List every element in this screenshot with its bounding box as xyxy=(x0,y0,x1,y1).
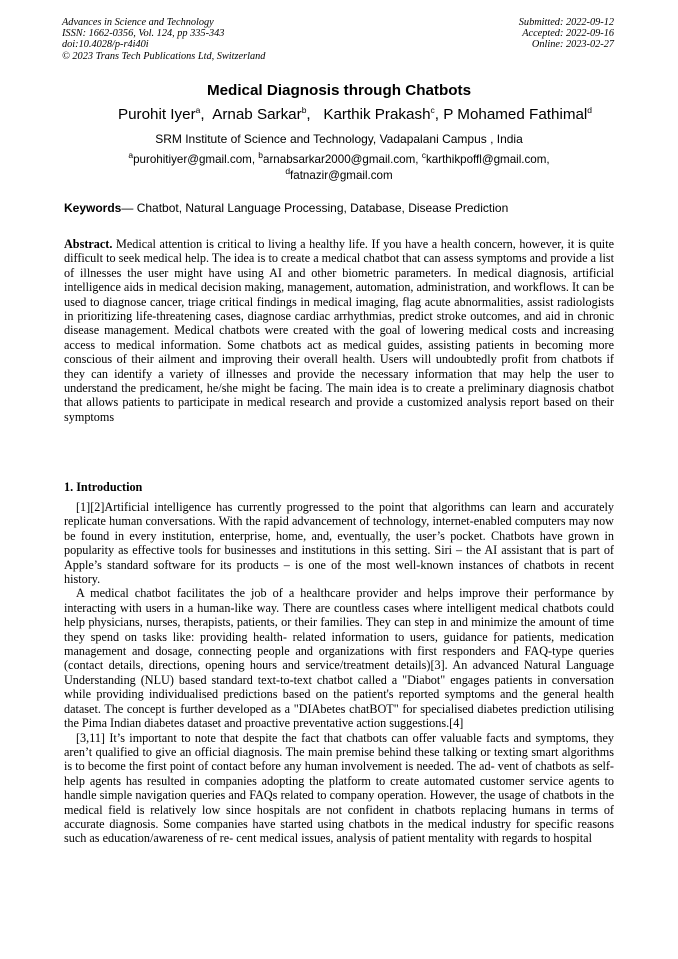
keywords-text: — Chatbot, Natural Language Processing, Database, Disease Prediction xyxy=(121,201,509,215)
email-address[interactable]: purohitiyer@gmail.com xyxy=(133,153,252,166)
author-name: P Mohamed Fathimal xyxy=(443,106,588,123)
keywords-label: Keywords xyxy=(64,201,122,215)
email-marker: c xyxy=(421,150,426,161)
doi-line: doi:10.4028/p-r4i40i xyxy=(62,39,149,51)
keywords-line xyxy=(64,201,624,215)
introduction-paragraph: [3,11] It’s important to note that despite the fact that chatbots can offer valuable facts and symptoms, they aren’t qualified to give an official diagnosis. The main premise behind these talking or texting smart algorithms is to become the first point of contact before any human involvement is needed. The ad- vent of chatbots as self-help agents has resulted in companies adopting the platform to create automated customer service agents to handle simple navigation queries and FAQs related to company operation. However, the usage of chatbots in the medical field is relatively low since hospitals are not confident in chatbots replacing humans in terms of accurate diagnosis. Some companies have started using chatbots in the medical industry for specific reasons such as education/awareness of re- cent medical issues, analysis of patient mentality with regards to hospital xyxy=(64,730,614,846)
email-marker: d xyxy=(285,165,291,176)
email-address[interactable]: karthikpoffl@gmail.com xyxy=(425,153,547,166)
email-address[interactable]: arnabsarkar2000@gmail.com xyxy=(263,153,416,166)
abstract xyxy=(64,237,614,424)
author-affil-marker: d xyxy=(587,104,593,115)
issn-line: ISSN: 1662-0356, Vol. 124, pp 335-343 xyxy=(62,28,225,40)
author-name: Karthik Prakash xyxy=(323,106,431,123)
paper-title: Medical Diagnosis through Chatbots xyxy=(206,82,472,99)
copyright-line: © 2023 Trans Tech Publications Ltd, Switzerland xyxy=(62,50,266,62)
email-marker: b xyxy=(258,150,263,161)
email-marker: a xyxy=(128,150,134,161)
author-affil-marker: b xyxy=(301,104,307,115)
journal-name: Advances in Science and Technology xyxy=(62,17,214,28)
author-affil-marker: a xyxy=(195,104,201,115)
section-heading-introduction: 1. Introduction xyxy=(64,480,143,494)
publication-info xyxy=(62,17,265,62)
introduction-paragraph: [1][2]Artificial intelligence has currently progressed to the point that algorithms can learn and accurately replicate human conversations. With the rapid advancement of technology, internet-enabled computers may now be found in every institution, enterprise, home, and, eventually, the user’s pocket. Chatbots have grown in popularity as effective tools for businesses and institutions in this setting. Siri – the AI assistant that is part of Apple’s standard software for its products – is one of the most well-known instances of chatbots in recent history. xyxy=(64,500,614,587)
introduction-body xyxy=(64,500,614,846)
accepted-date: Accepted: 2022-09-16 xyxy=(522,28,614,40)
author-name: Purohit Iyer xyxy=(117,106,196,123)
author-list: Purohit Iyer$^a$, Arnab Sarkar$^b$, Karthik Prakash$^c$, P Mohamed Fathimal$^d$ xyxy=(117,104,593,123)
submitted-date: Submitted: 2022-09-12 xyxy=(518,17,614,28)
online-date: Online: 2023-02-27 xyxy=(531,39,614,51)
abstract-label: Abstract. xyxy=(64,237,113,251)
author-name: Arnab Sarkar xyxy=(212,106,302,123)
submission-dates xyxy=(519,17,614,51)
email-address[interactable]: fatnazir@gmail.com xyxy=(290,168,393,182)
author-affil-marker: c xyxy=(430,104,435,115)
affiliation: SRM Institute of Science and Technology, Vadapalani Campus , India xyxy=(155,132,523,146)
introduction-paragraph: A medical chatbot facilitates the job of a healthcare provider and helps improve their performance by interacting with users in a human-like way. There are countless cases where intelligent medical chatbots could help physicians, nurses, therapists, patients, or their families. They can step in and minimize the amount of time they spend on tasks like: providing health- related information to users, guidance for patients, medication management and dosage, connecting people and organizations with first responders and FAQ-type queries (contact details, directions, opening hours and service/treatment details)[3]. An advanced Natural Language Understanding (NLU) based standard text-to-text chatbot called a "Diabot" engages patients in conversation while providing individualised predictions based on the patient's reported symptoms and the general health dataset. The concept is further developed as a "DIAbetes chatBOT" for specialised diabetes prediction utilising the Pima Indian diabetes dataset and proactive preventative action suggestions.[4] xyxy=(64,586,614,731)
abstract-text: Medical attention is critical to living a healthy life. If you have a health concern, however, it is quite difficult to seek medical help. The idea is to create a medical chatbot that can assess symptoms and provide a list of illnesses the user might have using AI and other biometric parameters. In medical diagnosis, artificial intelligence aids in medical decision making, management, automation, administration, and workflows. It can be used to diagnose cancer, triage critical findings in medical imaging, flag acute abnormalities, assist radiologists in prioritizing life-threatening cases, diagnose cardiac arrhythmias, predict stroke outcomes, and aid in chronic disease management. Medical chatbots were created with the goal of lowering medical costs and increasing access to medical information. Some chatbots act as medical guides, assisting patients in becoming more conscious of their ailment and improving their overall health. Users will undoubtedly profit from chatbots if they can identify a variety of illnesses and provide the necessary information that may help the user to understand the predicament, he/she might be facing. The main idea is to create a preliminary diagnosis chatbot that allows patients to participate in medical research and provide a customized analysis report based on their symptoms xyxy=(64,237,614,424)
email-list: $^a$purohitiyer@gmail.com, $^b$arnabsarkar2000@gmail.com, $^c$karthikpoffl@gmail.com, $^d$fatnazir@gmail.com xyxy=(128,150,550,182)
